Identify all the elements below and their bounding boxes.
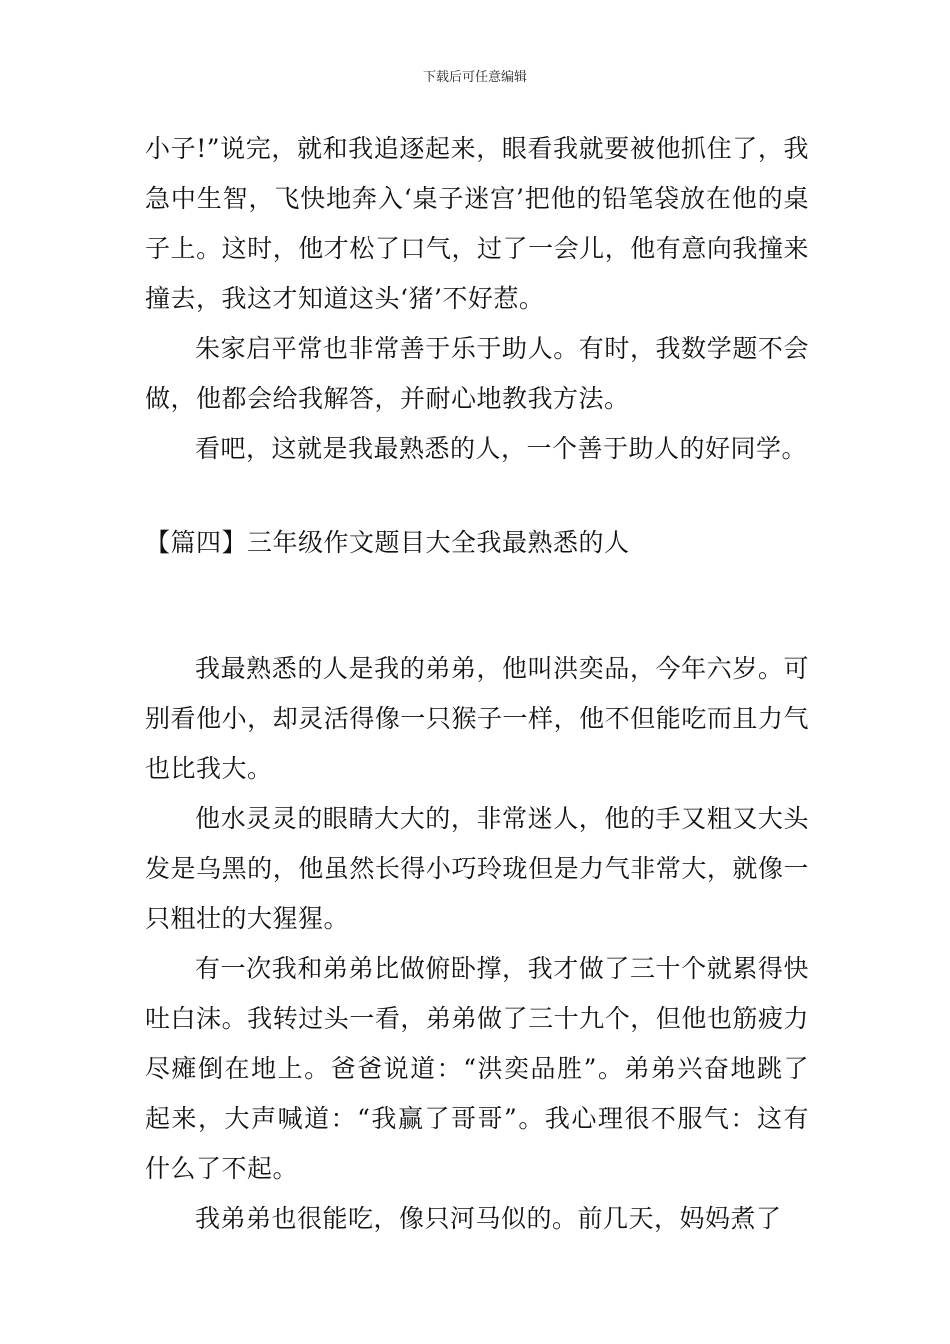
paragraph-3: 看吧，这就是我最熟悉的人，一个善于助人的好同学。 xyxy=(195,434,808,463)
section-heading: 【篇四】三年级作文题目大全我最熟悉的人 xyxy=(145,528,630,557)
paragraph-4: 我最熟悉的人是我的弟弟，他叫洪奕品，今年六岁。可别看他小，却灵活得像一只猴子一样，他不但能吃而且力气也比我大。 xyxy=(145,654,809,783)
paragraph-6: 有一次我和弟弟比做俯卧撑，我才做了三十个就累得快吐白沫。我转过头一看，弟弟做了三十九个，但他也筋疲力尽瘫倒在地上。爸爸说道：“洪奕品胜”。弟弟兴奋地跳了起来，大声喊道：“我赢了哥哥”。我心理很不服气：这有什么了不起。 xyxy=(145,954,809,1183)
paragraph-5: 他水灵灵的眼睛大大的，非常迷人，他的手又粗又大头发是乌黑的，他虽然长得小巧玲珑但是力气非常大，就像一只粗壮的大猩猩。 xyxy=(145,804,809,933)
page-header: 下载后可任意编辑 xyxy=(422,70,527,85)
paragraph-7: 我弟弟也很能吃，像只河马似的。前几天，妈妈煮了 xyxy=(195,1204,782,1233)
document-body xyxy=(145,124,809,1244)
paragraph-1: 小子!”说完，就和我追逐起来，眼看我就要被他抓住了，我急中生智，飞快地奔入‘桌子迷宫’把他的铅笔袋放在他的桌子上。这时，他才松了口气，过了一会儿，他有意向我撞来撞去，我这才知道这头‘猪’不好惹。 xyxy=(145,134,809,313)
spacer xyxy=(145,568,809,644)
paragraph-2: 朱家启平常也非常善于乐于助人。有时，我数学题不会做，他都会给我解答，并耐心地教我方法。 xyxy=(145,334,809,413)
spacer xyxy=(145,474,809,518)
